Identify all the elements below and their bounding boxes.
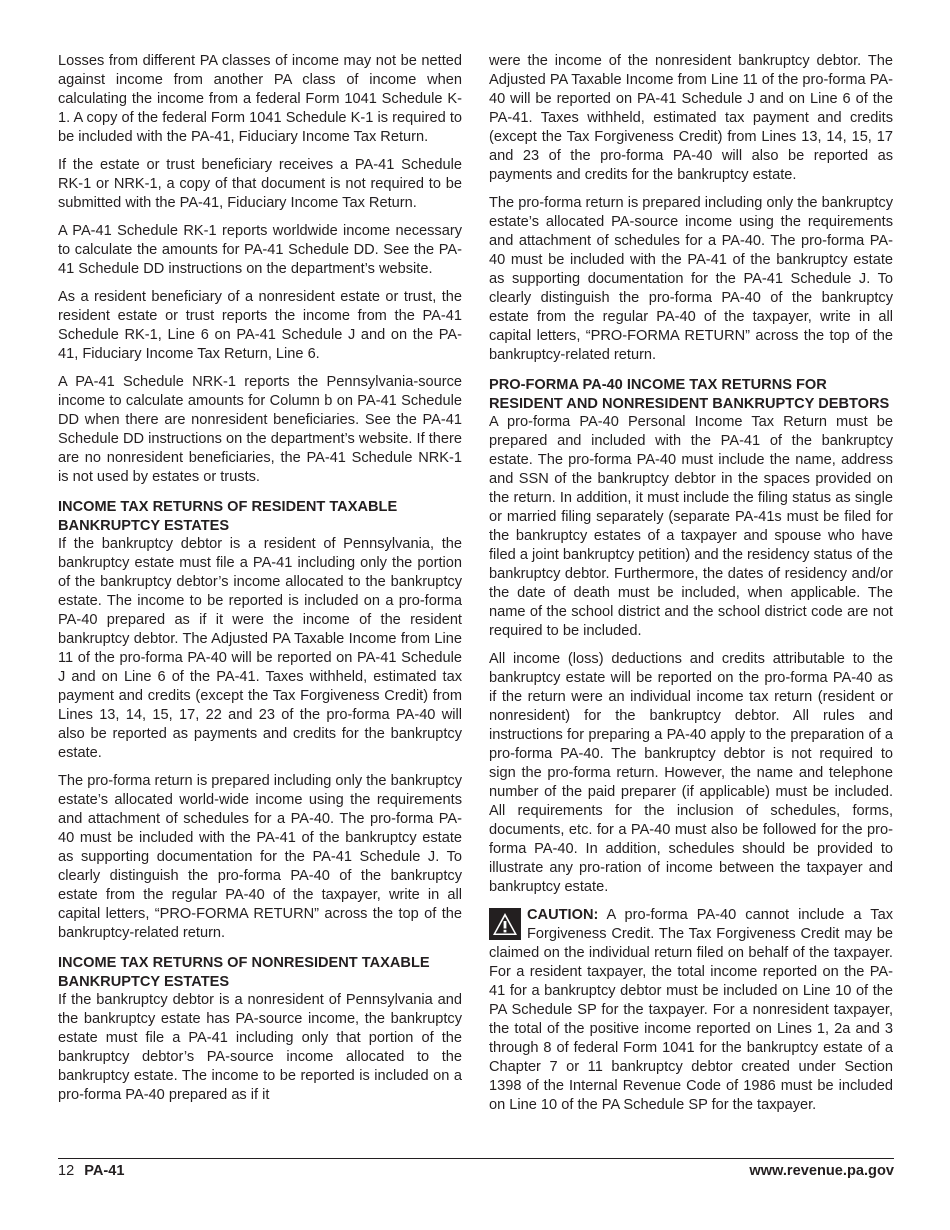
- left-column: [58, 52, 462, 1114]
- paragraph-rk1-copy: If the estate or trust beneficiary receives a PA-41 Schedule RK-1 or NRK-1, a copy of that document is not required to be submitted with the PA-41, Fiduciary Income Tax Return.: [58, 157, 462, 211]
- paragraph-nonresident-continued: were the income of the nonresident bankruptcy debtor. The Adjusted PA Taxable Income from Line 11 of the pro-forma PA-40 will be reported on PA-41 Schedule J and on Line 6 of the PA-41. Taxes withheld, estimated tax payment and credits (except the Tax Forgiveness Credit) from Lines 13, 14, 15, 17 and 23 of the pro-forma PA-40 will also be reported as payments and credits for the bankruptcy estate.: [489, 53, 893, 183]
- paragraph-income-deductions: All income (loss) deductions and credits attributable to the bankruptcy estate will be reported on the pro-forma PA-40 as if the return were an individual income tax return (resident or nonresident) for the bankruptcy debtor. All rules and instructions for preparing a PA-40 apply to the preparation of a pro-forma PA-40. The bankruptcy debtor is not required to sign the pro-forma return. However, the name and telephone number of the paid preparer (if applicable) must be included. All requirements for the inclusion of schedules, forms, documents, etc. for a PA-40 must also be followed for the pro-forma PA-40. In addition, schedules should be provided to illustrate any pro-ration of income between the taxpayer and bankruptcy estate.: [489, 651, 893, 895]
- paragraph-rk1-worldwide: A PA-41 Schedule RK-1 reports worldwide income necessary to calculate the amounts for PA-41 Schedule DD. See the PA-41 Schedule DD instructions on the department’s website.: [58, 223, 462, 277]
- caution-label: CAUTION:: [527, 907, 599, 923]
- heading-proforma-pa40: PRO-FORMA PA-40 INCOME TAX RETURNS FOR RESIDENT AND NONRESIDENT BANKRUPTCY DEBTORS: [489, 377, 890, 412]
- heading-nonresident-bankruptcy: INCOME TAX RETURNS OF NONRESIDENT TAXABLE BANKRUPTCY ESTATES: [58, 955, 430, 990]
- warning-icon: [489, 908, 521, 940]
- paragraph-resident-debtor: If the bankruptcy debtor is a resident of Pennsylvania, the bankruptcy estate must file a PA-41 including only the portion of the bankruptcy debtor’s income allocated to the bankruptcy estate. The income to be reported is included on a pro-forma PA-40 prepared as if it were the income of the resident bankruptcy debtor. The Adjusted PA Taxable Income from Line 11 of the pro-forma PA-40 will be reported on PA-41 Schedule J and on Line 6 of the PA-41. Taxes withheld, estimated tax payment and credits (except the Tax Forgiveness Credit) from Lines 13, 14, 15, 17, 22 and 23 of the pro-forma PA-40 will also be reported as payments and credits for the bankruptcy estate.: [58, 536, 462, 761]
- paragraph-proforma-requirements: A pro-forma PA-40 Personal Income Tax Return must be prepared and included with the PA-41 of the bankruptcy estate. The pro-forma PA-40 must include the name, address and SSN of the bankruptcy debtor in the spaces provided on the return. In addition, it must include the filing status as single or married filing separately (separate PA-41s must be filed for the bankruptcy estates of a taxpayer and spouse who have filed a joint bankruptcy petition) and the residency status of the bankruptcy debtor. Furthermore, the dates of residency and/or the date of death must be included, when applicable. The name of the school district and the school district code are not required to be included.: [489, 414, 894, 639]
- caution-note: [489, 906, 893, 1115]
- paragraph-resident-beneficiary: As a resident beneficiary of a nonresident estate or trust, the resident estate or trust reports the income from the PA-41 Schedule RK-1, Line 6 on PA-41 Schedule J and on the PA-41, Fiduciary Income Tax Return, Line 6.: [58, 289, 462, 362]
- footer-divider: [58, 1158, 894, 1159]
- right-column: [489, 52, 893, 1124]
- footer-left: [58, 1162, 125, 1180]
- paragraph-resident-proforma: The pro-forma return is prepared including only the bankruptcy estate’s allocated world-wide income using the requirements and attachment of schedules for a PA-40. The pro-forma PA-40 must be included with the PA-41 of the bankruptcy estate as supporting documentation for the PA-41 Schedule J. To clearly distinguish the pro-forma PA-40 of the bankruptcy estate from the regular PA-40 of the taxpayer, write in all capital letters, “PRO-FORMA RETURN” across the top of the bankruptcy-related return.: [58, 773, 462, 941]
- form-name: PA-41: [84, 1163, 125, 1179]
- caution-text: A pro-forma PA-40 cannot include a Tax Forgiveness Credit. The Tax Forgiveness Credit may be claimed on the individual return filed on behalf of the taxpayer. For a resident taxpayer, the total income reported on the PA-41 for a bankruptcy debtor must be included on Line 10 of the PA Schedule SP for the taxpayer. For a nonresident taxpayer, the total of the positive income reported on Lines 1, 2a and 3 through 8 of federal Form 1041 for the bankruptcy estate of a Chapter 7 or 11 bankruptcy debtor created under Section 1398 of the Internal Revenue Code of 1986 must be included on Line 10 of the PA Schedule SP for the taxpayer.: [489, 907, 893, 1113]
- paragraph-nrk1: A PA-41 Schedule NRK-1 reports the Pennsylvania-source income to calculate amounts for Column b on PA-41 Schedule DD when there are nonresident beneficiaries. See the PA-41 Schedule DD instructions on the department’s website. If there are no nonresident beneficiaries, the PA-41 Schedule NRK-1 is not used by estates or trusts.: [58, 374, 462, 485]
- page-number: 12: [58, 1163, 75, 1179]
- paragraph-nonresident-debtor: If the bankruptcy debtor is a nonresident of Pennsylvania and the bankruptcy estate has PA-source income, the bankruptcy estate must file a PA-41 including only that portion of the bankruptcy debtor’s PA-source income allocated to the bankruptcy estate. The income to be reported is included on a pro-forma PA-40 prepared as if it: [58, 992, 462, 1103]
- paragraph-k1-losses: Losses from different PA classes of income may not be netted against income from another PA class of income when calculating the income from a federal Form 1041 Schedule K-1. A copy of the federal Form 1041 Schedule K-1 is required to be included with the PA-41, Fiduciary Income Tax Return.: [58, 53, 462, 145]
- footer-website: www.revenue.pa.gov: [749, 1163, 894, 1179]
- heading-resident-bankruptcy: INCOME TAX RETURNS OF RESIDENT TAXABLE BANKRUPTCY ESTATES: [58, 499, 398, 534]
- paragraph-nonresident-proforma: The pro-forma return is prepared including only the bankruptcy estate’s allocated PA-source income using the requirements and attachment of schedules for a PA-40. The pro-forma PA-40 must be included with the PA-41 of the bankruptcy estate as supporting documentation for the PA-41 Schedule J. To clearly distinguish the pro-forma PA-40 of the bankruptcy estate from the regular PA-40 of the taxpayer, write in all capital letters, “PRO-FORMA RETURN” across the top of the bankruptcy-related return.: [489, 195, 893, 363]
